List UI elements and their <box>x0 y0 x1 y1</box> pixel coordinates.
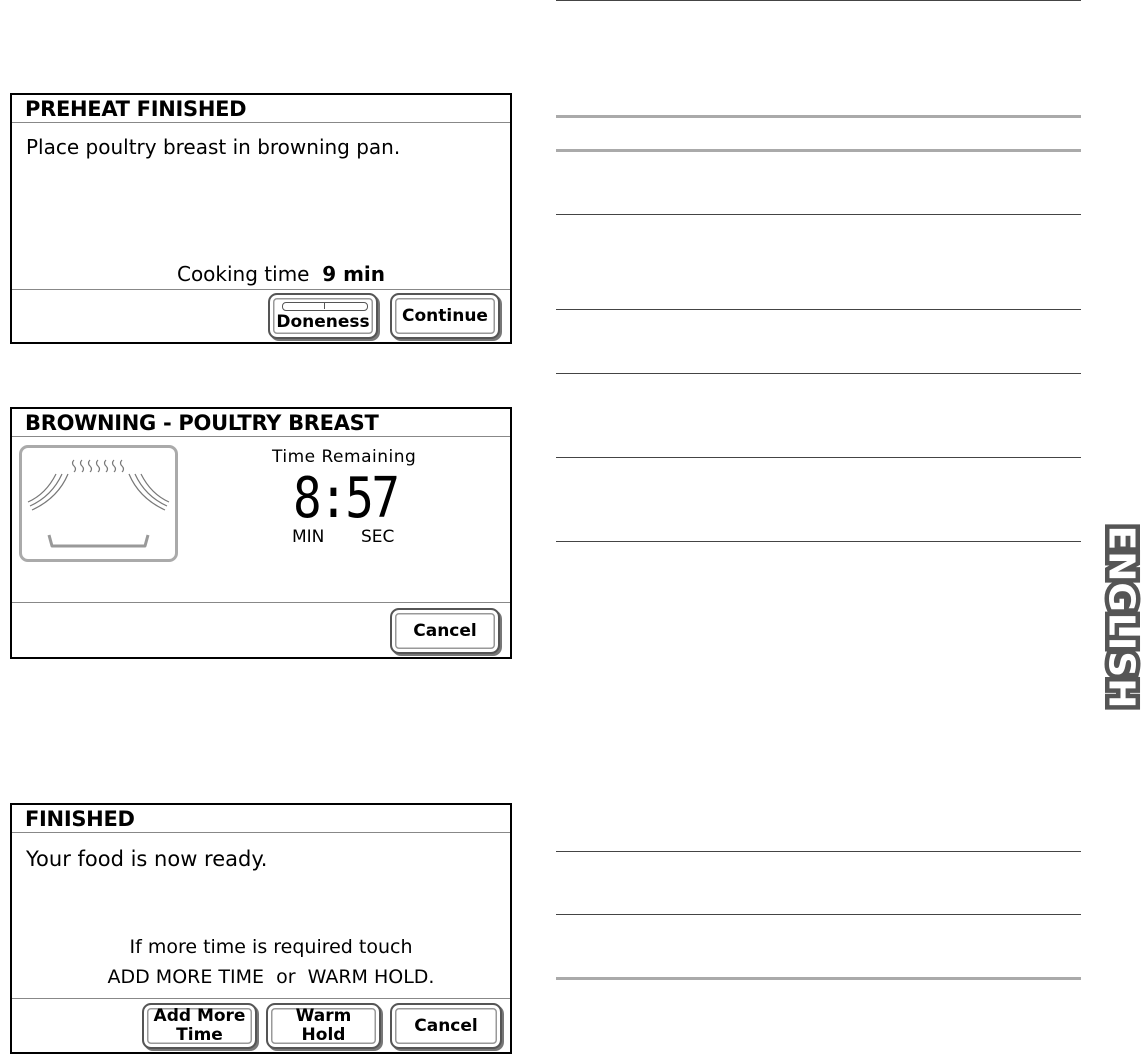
preheat-message: Place poultry breast in browning pan. <box>26 135 401 159</box>
continue-label: Continue <box>402 305 488 326</box>
divider-rule <box>556 214 1081 215</box>
divider-rule <box>556 115 1081 118</box>
finished-hint-line1: If more time is required touch <box>129 936 413 958</box>
add-more-time-label-line1: Add More <box>153 1006 246 1026</box>
cooking-time-label: Cooking time <box>176 262 310 286</box>
cancel-button[interactable] <box>390 608 500 654</box>
divider-rule <box>556 373 1081 374</box>
cooking-time <box>12 262 510 286</box>
continue-button[interactable] <box>390 293 500 339</box>
doneness-label: Doneness <box>276 312 370 332</box>
warm-hold-label-line2: Hold <box>301 1025 346 1045</box>
divider-rule <box>556 541 1081 542</box>
doneness-slider-bar <box>282 302 368 311</box>
add-more-time-button[interactable] <box>142 1003 257 1049</box>
divider-rule <box>556 914 1081 915</box>
language-label: ENGLISH <box>1100 525 1142 709</box>
add-more-time-label-line2: Time <box>176 1025 223 1045</box>
panel-title: FINISHED <box>12 805 510 833</box>
preheat-finished-panel <box>10 93 512 344</box>
footer-divider <box>12 602 510 603</box>
divider-rule <box>556 0 1081 1</box>
divider-rule <box>556 309 1081 310</box>
oven-browning-icon <box>19 445 178 562</box>
finished-panel <box>10 803 512 1054</box>
finished-hint-line2: ADD MORE TIME or WARM HOLD. <box>107 966 435 988</box>
min-label: MIN <box>292 527 325 547</box>
warm-hold-button[interactable] <box>266 1003 381 1049</box>
footer-divider <box>12 289 510 290</box>
footer-divider <box>12 998 510 999</box>
browning-panel <box>10 407 512 659</box>
cancel-label: Cancel <box>413 620 477 641</box>
doneness-button[interactable] <box>268 293 378 339</box>
cancel-button[interactable] <box>390 1003 502 1049</box>
warm-hold-label-line1: Warm <box>295 1006 352 1026</box>
cooking-time-value: 9 min <box>322 262 386 286</box>
divider-rule <box>556 977 1081 980</box>
doneness-slider-mark <box>324 303 325 309</box>
time-remaining-value: 8:57 <box>293 466 398 531</box>
panel-title: PREHEAT FINISHED <box>12 95 510 123</box>
divider-rule <box>556 457 1081 458</box>
language-side-tab <box>1100 505 1142 729</box>
divider-rule <box>556 149 1081 152</box>
finished-message: Your food is now ready. <box>26 847 268 871</box>
sec-label: SEC <box>361 527 395 547</box>
divider-rule <box>556 851 1081 852</box>
panel-title: BROWNING - POULTRY BREAST <box>12 409 510 437</box>
cancel-label: Cancel <box>414 1015 478 1036</box>
time-remaining-label: Time Remaining <box>272 447 417 467</box>
